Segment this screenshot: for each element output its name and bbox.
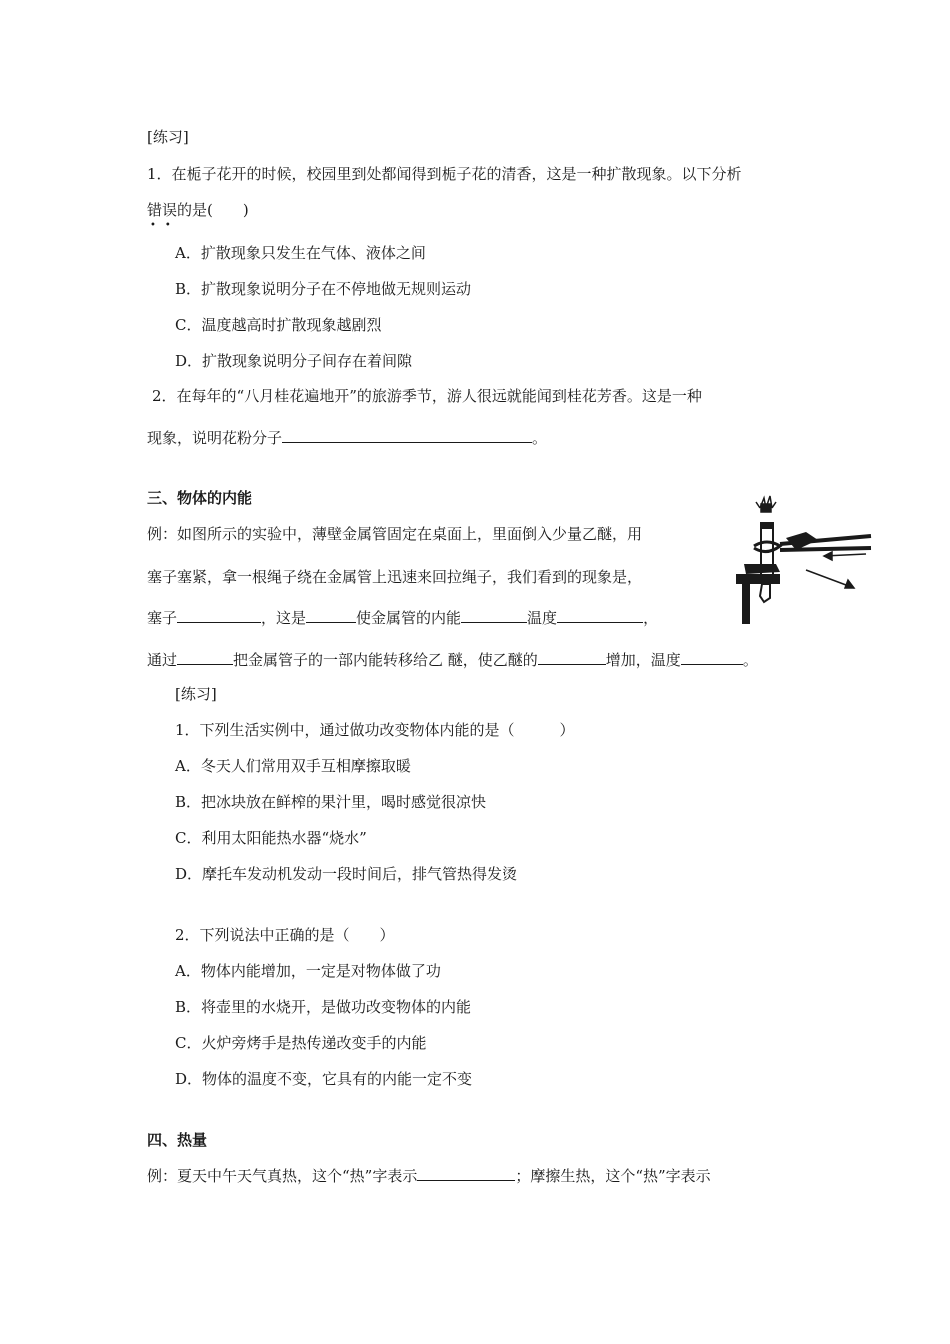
text-segment: 例：夏天中午天气真热，这个“热”字表示 <box>147 1167 418 1185</box>
option-item: A．冬天人们常用双手互相摩擦取暖 <box>175 757 411 775</box>
example-line <box>147 607 658 628</box>
answer-blank[interactable] <box>538 649 606 665</box>
option-item: C．温度越高时扩散现象越剧烈 <box>175 316 382 334</box>
question-stem-line: 1．下列生活实例中，通过做功改变物体内能的是（ ） <box>175 721 575 739</box>
question-stem-line: 2．下列说法中正确的是（ ） <box>175 926 395 944</box>
direction-arrows <box>806 552 866 588</box>
text-segment: ，这是 <box>261 609 307 627</box>
answer-blank[interactable] <box>177 607 261 623</box>
example-line <box>147 649 758 670</box>
text-segment: 现象，说明花粉分子 <box>147 429 283 447</box>
text-segment: 把金属管子的一部内能转移给乙 醚，使乙醚的 <box>233 651 538 669</box>
answer-blank[interactable] <box>681 649 743 665</box>
example-line <box>147 1165 711 1186</box>
text-segment: 。 <box>532 429 548 447</box>
emphasis-dots: •• <box>150 220 180 231</box>
text-segment: 增加，温度 <box>605 651 681 669</box>
text-segment: 使金属管的内能 <box>356 609 462 627</box>
section-title: 三、物体的内能 <box>147 489 253 507</box>
option-item: D．摩托车发动机发动一段时间后，排气管热得发烫 <box>175 865 518 883</box>
option-item: C．利用太阳能热水器“烧水” <box>175 829 367 847</box>
question-stem-line: 2．在每年的“八月桂花遍地开”的旅游季节，游人很远就能闻到桂花芳香。这是一种 <box>152 387 702 405</box>
question-stem-line <box>147 427 547 448</box>
text-segment: 温度 <box>527 609 558 627</box>
text-segment: 通过 <box>147 651 178 669</box>
section-title: 四、热量 <box>147 1131 208 1149</box>
answer-blank[interactable] <box>282 427 532 443</box>
option-item: B．把冰块放在鲜榨的果汁里，喝时感觉很凉快 <box>175 793 487 811</box>
option-item: C．火炉旁烤手是热传递改变手的内能 <box>175 1034 427 1052</box>
option-item: D．物体的温度不变，它具有的内能一定不变 <box>175 1070 473 1088</box>
practice-label: [练习] <box>175 685 217 703</box>
answer-blank[interactable] <box>306 607 356 623</box>
answer-blank[interactable] <box>557 607 643 623</box>
question-stem-line: 错误的是( ) <box>147 201 249 219</box>
answer-blank[interactable] <box>417 1165 515 1181</box>
cork-spray-icon <box>756 496 776 512</box>
option-item: A．物体内能增加，一定是对物体做了功 <box>175 962 441 980</box>
question-stem-line: 1．在栀子花开的时候，校园里到处都闻得到栀子花的清香，这是一种扩散现象。以下分析 <box>147 165 742 183</box>
text-segment: 塞子 <box>147 609 178 627</box>
table-top <box>736 574 780 584</box>
answer-blank[interactable] <box>177 649 233 665</box>
text-segment: ， <box>643 609 659 627</box>
option-item: A．扩散现象只发生在气体、液体之间 <box>175 244 426 262</box>
clamp-screw <box>760 584 770 602</box>
table-leg <box>742 584 750 624</box>
clamp <box>744 564 780 574</box>
text-segment: 。 <box>742 651 758 669</box>
stopper <box>760 522 774 529</box>
option-item: B．将壶里的水烧开，是做功改变物体的内能 <box>175 998 472 1016</box>
answer-blank[interactable] <box>461 607 527 623</box>
example-line: 例：如图所示的实验中，薄壁金属管固定在桌面上，里面倒入少量乙醚，用 <box>147 525 643 543</box>
option-item: D．扩散现象说明分子间存在着间隙 <box>175 352 413 370</box>
example-line: 塞子塞紧，拿一根绳子绕在金属管上迅速来回拉绳子，我们看到的现象是， <box>147 568 643 586</box>
practice-label: [练习] <box>147 128 189 146</box>
text-segment: ；摩擦生热，这个“热”字表示 <box>515 1167 711 1185</box>
option-item: B．扩散现象说明分子在不停地做无规则运动 <box>175 280 472 298</box>
metal-tube-experiment-figure <box>736 490 876 630</box>
